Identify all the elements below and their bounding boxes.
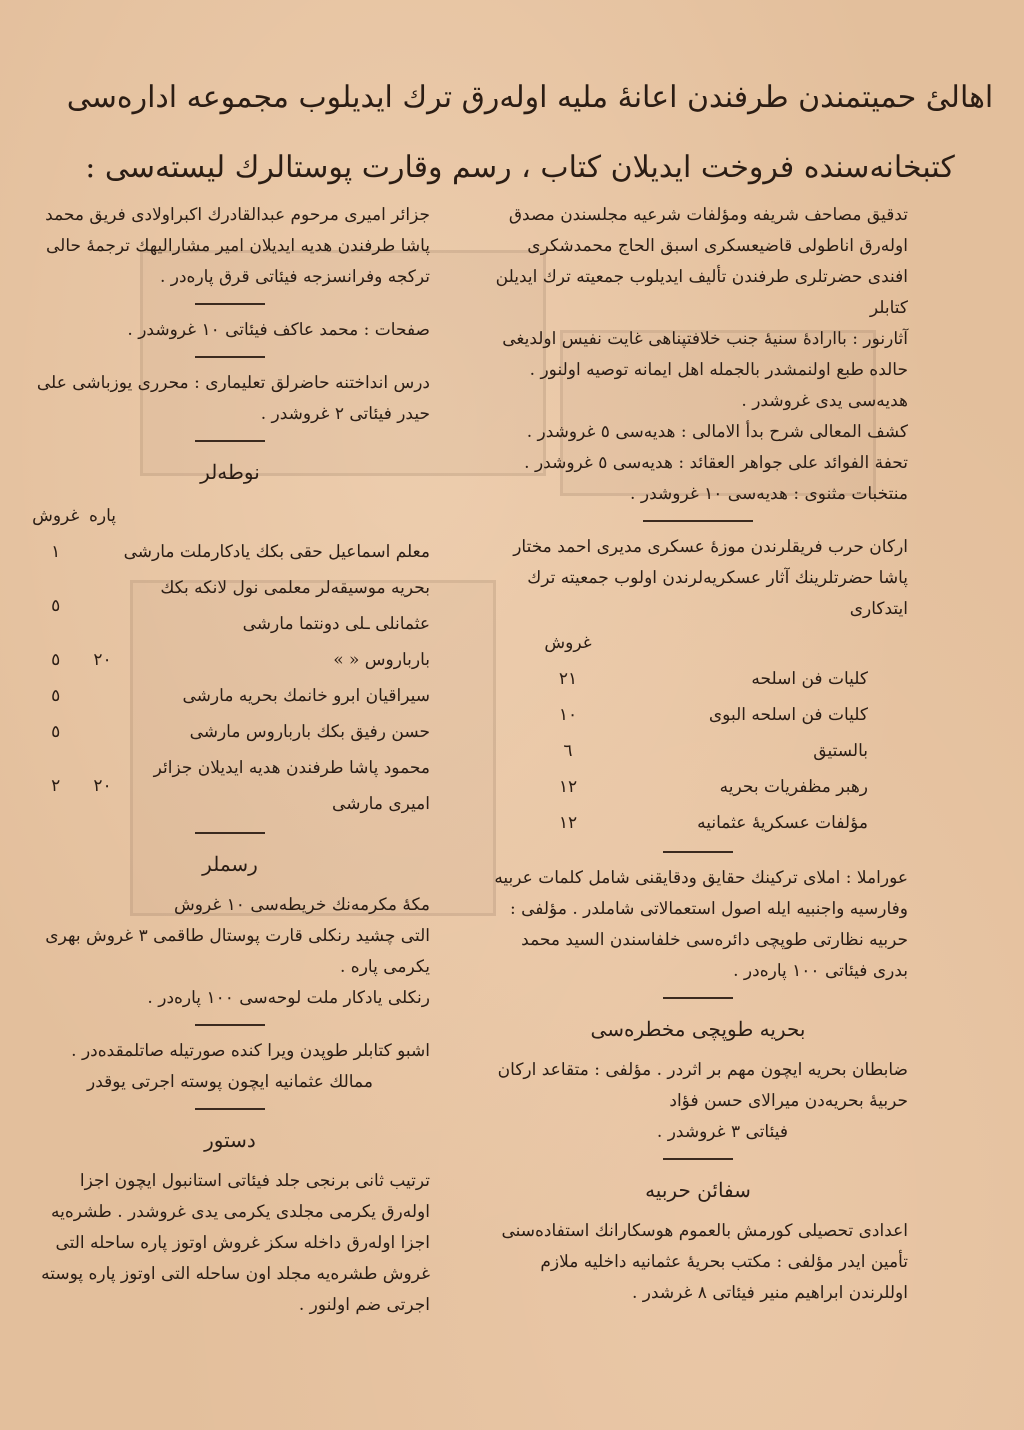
para-header: پاره (88, 506, 117, 526)
notes-title: نوطه‌لر (200, 460, 260, 484)
colored-plate-entry: رنکلی یادکار ملت لوحه‌سی ١٠٠ پاره‌در . (147, 988, 430, 1008)
table-row (30, 678, 430, 714)
price-para (81, 570, 123, 642)
price-gurush: ٥ (51, 596, 61, 616)
military-books-table (528, 625, 908, 841)
divider (195, 303, 265, 305)
postage-note: ممالك عثمانیه ایچون پوسته اجرتی یوقدر (87, 1072, 373, 1092)
table-header-row (30, 498, 430, 534)
book-title: کلیات فن اسلحه (751, 669, 868, 689)
divider (663, 851, 733, 853)
sharia-books-intro: تدقیق مصاحف شریفه ومؤلفات شرعیه مجلسندن مصدق اوله‌رق اناطولی قاضیعسکری اسبق الحاج محمدشکری افندی حضرتلری طرفندن تألیف ایدیلوب جمعیته ترك ایدیلن کتابلر (495, 205, 908, 318)
divider (663, 1158, 733, 1160)
currency-header: غروش (544, 633, 592, 653)
pictures-title: رسملر (202, 852, 258, 876)
left-column (30, 200, 430, 1321)
table-row (30, 750, 430, 822)
divider (195, 356, 265, 358)
book-price: ٦ (563, 741, 573, 761)
price-gurush: ٢ (51, 776, 61, 796)
divider (643, 520, 753, 522)
table-row (30, 570, 430, 642)
price-para: ٢٠ (93, 776, 112, 796)
header-line-2: کتبخانه‌سنده فروخت ایدیلان کتاب ، رسم وقارت پوستالرك لیسته‌سی : (85, 150, 955, 185)
algeria-entry: جزائر امیری مرحوم عبدالقادرك اکبراولادی فریق محمد پاشا طرفندن هدیه ایدیلان امیر مشارالیهك ترجمهٔ حالی ترکجه وفرانسزجه فیئاتی قرق پاره‌در . (45, 205, 430, 287)
destur-title: دستور (204, 1128, 256, 1152)
march-title: حسن رفیق بکك بارباروس مارشی (189, 722, 430, 742)
ders-entry: درس انداختنه حاضرلق تعلیماری : محرری یوزباشی علی حیدر فیئاتی ٢ غروشدر . (36, 373, 430, 424)
muntakhabat-entry: منتخبات مثنوی : هدیه‌سی ١٠ غروشدر . (630, 484, 908, 504)
book-title: کلیات فن اسلحه البوی (708, 705, 868, 725)
price-gurush: ٥ (51, 722, 61, 742)
march-title: سیراقیان ابرو خانمك بحریه مارشی (182, 686, 430, 706)
price-para (81, 534, 123, 570)
price-gurush: ١ (51, 542, 61, 562)
table-row (528, 661, 908, 697)
sheet-music-table (30, 498, 430, 822)
book-title: مؤلفات عسکریهٔ عثمانیه (697, 813, 868, 833)
price-para (81, 714, 123, 750)
march-title: محمود پاشا طرفندن هدیه ایدیلان جزائر امیری مارشی (153, 758, 430, 814)
ships-title: سفائن حربیه (645, 1178, 751, 1202)
book-price: ١٢ (558, 777, 578, 797)
tuhfa-entry: تحفة الفوائد علی جواهر العقائد : هدیه‌سی ٥ غروشدر . (524, 453, 908, 473)
divider (195, 1108, 265, 1110)
table-row (528, 697, 908, 733)
asar-nur-entry: آثارنور : باارادهٔ سنیهٔ جنب خلافتپناهی غایت نفیس اولدیغی حالده طبع اولنمشدر بالجمله اهل ایمانه توصیه اولنور . هدیه‌سی یدی غروشدر . (502, 329, 908, 411)
avaramala-entry: عوراملا : املای ترکینك حقایق ودقایقنی شامل کلمات عربیه وفارسیه واجنبیه ایله اصول استعمالاتی شاملدر . مؤلفی : حربیه نظارتی طوپچی دائره‌سی خلفاسندن السید محمد بدری فیئاتی ١٠٠ پاره‌در . (494, 868, 908, 981)
book-price: ١٢ (558, 813, 578, 833)
right-column (488, 200, 908, 1309)
divider (195, 832, 265, 834)
book-title: رهبر مظفریات بحریه (719, 777, 868, 797)
military-books-intro: ارکان حرب فریقلرندن موزهٔ عسکری مدیری احمد مختار پاشا حضرتلرینك آثار عسکریه‌لرندن اولوب جمعیته ترك ایتدکاری (513, 537, 908, 619)
header-line-1: اهالیٔ حمیتمندن طرفندن اعانهٔ ملیه اوله‌رق ترك ایدیلوب مجموعه اداره‌سی (66, 80, 994, 115)
ships-body: اعدادی تحصیلی کورمش بالعموم هوسکارانك استفاده‌سنی تأمین ایدر مؤلفی : مکتب بحریهٔ عثمانیه داخلیه ملازم اوللرندن ابراهیم منیر فیئاتی ٨ غرشدر . (501, 1221, 908, 1303)
divider (195, 1024, 265, 1026)
price-gurush: ٥ (51, 650, 61, 670)
artillery-price: فیئاتی ٣ غروشدر . (656, 1122, 788, 1142)
price-gurush: ٥ (51, 686, 61, 706)
table-row (30, 642, 430, 678)
kashf-entry: کشف المعالی شرح بدأ الامالی : هدیه‌سی ٥ غروشدر . (526, 422, 908, 442)
artillery-body: ضابطان بحریه ایچون مهم بر اثردر . مؤلفی : متقاعد ارکان حربیهٔ بحریه‌دن میرالای حسن فؤاد (497, 1060, 908, 1111)
march-title: بارباروس « » (333, 650, 430, 670)
divider (663, 997, 733, 999)
mecca-map-entry: مکهٔ مکرمه‌نك خریطه‌سی ١٠ غروش (174, 895, 430, 915)
price-para: ٢٠ (93, 650, 112, 670)
destur-body: ترتیب ثانی برنجی جلد فیئاتی استانبول ایچون اجزا اوله‌رق یکرمی مجلدی یکرمی یدی غروشدر . طشره‌یه اجزا اوله‌رق داخله سکز غروش اوتوز پاره ساحله التی غروش طشره‌یه مجلد اون ساحله التی اوتوز پاره پوسته اجرتی ضم اولنور . (41, 1171, 430, 1315)
book-title: بالستیق (813, 741, 868, 761)
book-price: ١٠ (558, 705, 578, 725)
table-row (528, 805, 908, 841)
march-title: معلم اسماعیل حقی بکك یادکارملت مارشی (123, 542, 430, 562)
table-header-row (528, 625, 908, 661)
wholesale-note: اشبو کتابلر طوپدن ویرا کنده صورتیله صاتلمقده‌در . (71, 1041, 430, 1061)
table-row (30, 534, 430, 570)
march-title: بحریه موسیقه‌لر معلمی نول لانکه بکك عثمانلی ـلی دونتما مارشی (160, 578, 430, 634)
price-para (81, 678, 123, 714)
safahat-entry: صفحات : محمد عاکف فیئاتی ١٠ غروشدر . (127, 320, 430, 340)
divider (195, 440, 265, 442)
gurush-header: غروش (32, 506, 80, 526)
table-row (528, 733, 908, 769)
postcards-entry: التی چشید رنکلی قارت پوستال طاقمی ٣ غروش بهری یکرمی پاره . (45, 926, 430, 977)
book-price: ٢١ (558, 669, 578, 689)
artillery-title: بحریه طوپچی مخطره‌سی (590, 1017, 806, 1041)
table-row (30, 714, 430, 750)
table-row (528, 769, 908, 805)
